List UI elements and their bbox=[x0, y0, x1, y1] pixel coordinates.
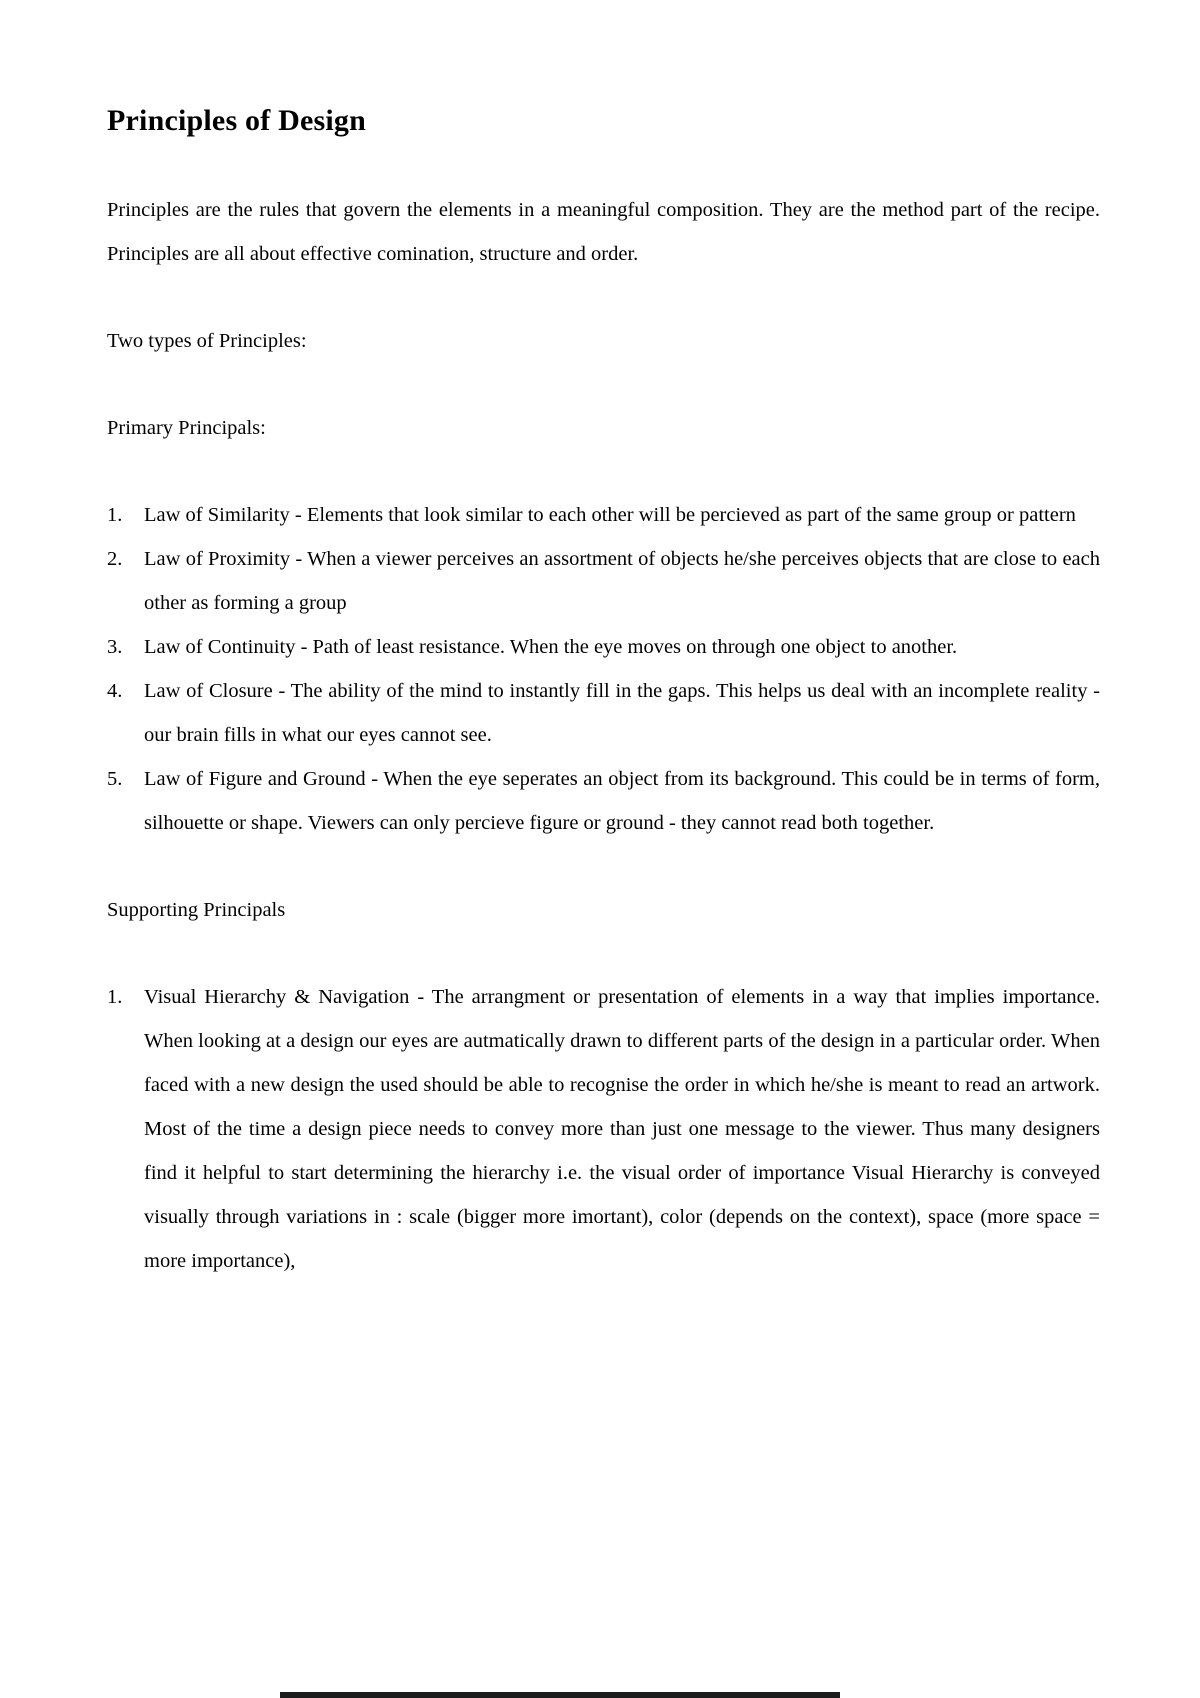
list-item-law-of-figure-and-ground: Law of Figure and Ground - When the eye seperates an object from its background. This could be in terms of form, silhouette or shape. Viewers can only percieve figure or ground - they cannot read both together. bbox=[144, 768, 1100, 834]
page-title: Principles of Design bbox=[107, 104, 366, 137]
next-page-edge-artifact bbox=[280, 1692, 840, 1698]
list-item-visual-hierarchy: Visual Hierarchy & Navigation - The arrangment or presentation of elements in a way that implies importance. When looking at a design our eyes are autmatically drawn to different parts of the design in a particular order. When faced with a new design the used should be able to recognise the order in which he/she is meant to read an artwork. Most of the time a design piece needs to convey more than just one message to the viewer. Thus many designers find it helpful to start determining the hierarchy i.e. the visual order of importance Visual Hierarchy is conveyed visually through variations in : scale (bigger more imortant), color (depends on the context), space (more space = more importance), bbox=[144, 986, 1100, 1272]
list-item-law-of-closure: Law of Closure - The ability of the mind to instantly fill in the gaps. This helps us deal with an incomplete reality - our brain fills in what our eyes cannot see. bbox=[144, 680, 1100, 746]
list-item-law-of-similarity: Law of Similarity - Elements that look similar to each other will be percieved as part of the same group or pattern bbox=[144, 504, 1076, 526]
supporting-principals-heading: Supporting Principals bbox=[107, 899, 286, 921]
primary-principles-list bbox=[107, 493, 1100, 845]
two-types-heading: Two types of Principles: bbox=[107, 330, 307, 352]
primary-principals-heading: Primary Principals: bbox=[107, 417, 266, 439]
intro-paragraph: Principles are the rules that govern the elements in a meaningful composition. They are the method part of the recipe. Principles are all about effective comination, structure and order. bbox=[107, 199, 1100, 265]
supporting-principles-list bbox=[107, 975, 1100, 1283]
list-item-law-of-proximity: Law of Proximity - When a viewer perceives an assortment of objects he/she perceives objects that are close to each other as forming a group bbox=[144, 548, 1100, 614]
list-item-law-of-continuity: Law of Continuity - Path of least resistance. When the eye moves on through one object to another. bbox=[144, 636, 958, 658]
